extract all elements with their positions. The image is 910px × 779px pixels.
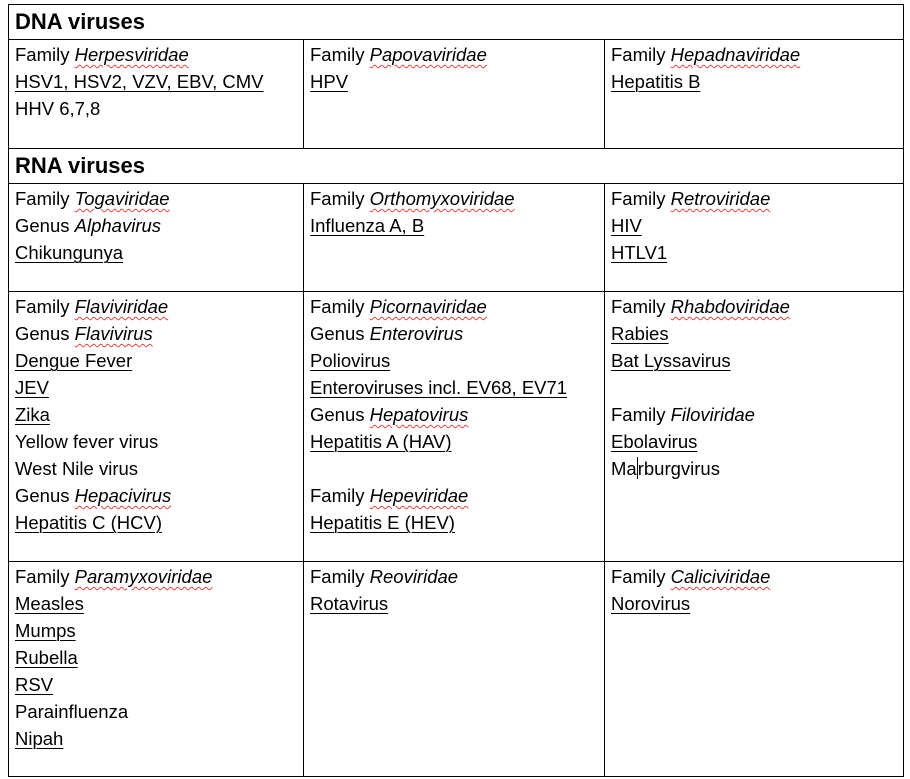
orthomyxoviridae-cell [303, 183, 604, 291]
family-name: Filoviridae [670, 404, 755, 425]
flaviviridae-cell [8, 291, 304, 561]
blank-line [310, 455, 604, 482]
dna-header-text: DNA viruses [15, 9, 146, 34]
genus-label: Genus [310, 404, 370, 425]
family-label: Family [310, 188, 370, 209]
retroviridae-cell [604, 183, 903, 291]
virus-item: Parainfluenza [15, 701, 129, 722]
family-label: Family [611, 566, 671, 587]
family-name: Rhabdoviridae [670, 296, 790, 317]
virus-item: Zika [15, 404, 50, 425]
genus-name: Flavivirus [74, 323, 153, 344]
virus-item: Rabies [611, 323, 669, 344]
family-label: Family [15, 188, 75, 209]
togaviridae-cell [8, 183, 304, 291]
dna-viruses-header [8, 4, 904, 40]
virus-item: Bat Lyssavirus [611, 350, 731, 371]
virus-item: HTLV1 [611, 242, 668, 263]
family-label: Family [15, 44, 75, 65]
family-name: Caliciviridae [670, 566, 771, 587]
family-label: Family [611, 404, 671, 425]
family-name: Hepadnaviridae [670, 44, 801, 65]
virus-item: JEV [15, 377, 49, 398]
family-label: Family [310, 485, 370, 506]
virus-item: Yellow fever virus [15, 431, 159, 452]
rna-header-text: RNA viruses [15, 153, 146, 178]
virus-item: Poliovirus [310, 350, 391, 371]
family-name: Picornaviridae [369, 296, 487, 317]
family-name: Papovaviridae [369, 44, 487, 65]
virus-item: Influenza A, B [310, 215, 425, 236]
genus-name: Enterovirus [369, 323, 464, 344]
family-label: Family [611, 296, 671, 317]
dna-row [8, 39, 904, 149]
virus-item: Hepatitis B [611, 71, 701, 92]
genus-label: Genus [15, 323, 75, 344]
genus-name: Hepatovirus [369, 404, 469, 425]
family-label: Family [611, 188, 671, 209]
genus-label: Genus [15, 215, 75, 236]
rna-row-1 [8, 183, 904, 292]
genus-label: Genus [310, 323, 370, 344]
virus-item: Nipah [15, 728, 64, 749]
family-label: Family [15, 566, 75, 587]
rna-viruses-header [8, 148, 904, 184]
virus-item: Rubella [15, 647, 78, 668]
family-name: Hepeviridae [369, 485, 469, 506]
hepadnaviridae-cell [604, 39, 903, 148]
virus-item: Measles [15, 593, 84, 614]
virus-item: Hepatitis C (HCV) [15, 512, 162, 533]
virus-item: Hepatitis E (HEV) [310, 512, 455, 533]
family-name: Herpesviridae [74, 44, 189, 65]
virus-item: West Nile virus [15, 458, 139, 479]
reoviridae-cell [303, 561, 604, 776]
rna-row-2 [8, 291, 904, 562]
virus-item: Chikungunya [15, 242, 123, 263]
virus-item: Norovirus [611, 593, 691, 614]
family-name: Retroviridae [670, 188, 771, 209]
rna-row-3 [8, 561, 904, 777]
family-name: Flaviviridae [74, 296, 169, 317]
virus-item: Hepatitis A (HAV) [310, 431, 452, 452]
virus-item: Mumps [15, 620, 76, 641]
virus-item: Rotavirus [310, 593, 389, 614]
family-name: Reoviridae [369, 566, 459, 587]
family-label: Family [310, 44, 370, 65]
family-label: Family [611, 44, 671, 65]
virus-item: RSV [15, 674, 54, 695]
genus-name: Alphavirus [74, 215, 162, 236]
virus-item: Dengue Fever [15, 350, 133, 371]
virus-item-part: Ma [611, 458, 637, 479]
family-name: Paramyxoviridae [74, 566, 213, 587]
family-label: Family [15, 296, 75, 317]
virus-item: Ebolavirus [611, 431, 698, 452]
blank-line [611, 374, 903, 401]
genus-name: Hepacivirus [74, 485, 172, 506]
family-name: Orthomyxoviridae [369, 188, 515, 209]
picornaviridae-cell [303, 291, 604, 561]
caliciviridae-cell [604, 561, 903, 776]
marburgvirus-line[interactable] [611, 455, 903, 482]
family-label: Family [310, 566, 370, 587]
rhabdoviridae-cell [604, 291, 903, 561]
virus-item: HPV [310, 71, 349, 92]
paramyxoviridae-cell [8, 561, 304, 776]
herpesviridae-cell [8, 39, 304, 148]
virus-list: HHV 6,7,8 [15, 98, 101, 119]
papovaviridae-cell [303, 39, 604, 148]
family-label: Family [310, 296, 370, 317]
family-name: Togaviridae [74, 188, 170, 209]
virus-item-part: rburgvirus [637, 458, 720, 479]
genus-label: Genus [15, 485, 75, 506]
virus-item: HIV [611, 215, 642, 236]
virus-list: HSV1, HSV2, VZV, EBV, CMV [15, 71, 264, 92]
virus-item: Enteroviruses incl. EV68, EV71 [310, 377, 568, 398]
